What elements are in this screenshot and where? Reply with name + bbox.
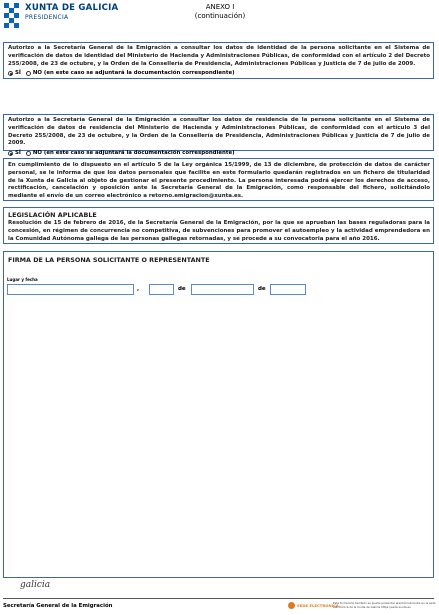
anexo-heading bbox=[180, 3, 260, 21]
page-header bbox=[0, 0, 439, 36]
radio-unchecked-icon[interactable] bbox=[26, 151, 31, 156]
identity-option-no-label: NO (en este caso se adjuntará la documentación correspondiente) bbox=[32, 70, 235, 77]
footer-divider bbox=[3, 598, 434, 599]
day-input[interactable] bbox=[149, 284, 174, 295]
de-separator-2: de bbox=[258, 286, 266, 292]
sede-electronica-label: SEDE ELECTRÓNICA bbox=[297, 603, 339, 608]
residence-option-yes[interactable] bbox=[8, 149, 21, 157]
radio-checked-icon[interactable] bbox=[8, 71, 13, 76]
identity-option-yes[interactable] bbox=[8, 69, 21, 77]
place-date-label: Lugar y fecha bbox=[7, 277, 38, 282]
residence-authorization-box bbox=[3, 114, 434, 157]
footer-org-name: Secretaría General de la Emigración bbox=[3, 603, 113, 609]
sede-electronica bbox=[288, 602, 339, 609]
month-input[interactable] bbox=[191, 284, 254, 295]
footer-note: Este formulario también se puede presentar electrónicamente en la sede electrónica de la Xunta de Galicia https://sede.xunta.es bbox=[333, 601, 436, 609]
privacy-notice-box bbox=[3, 158, 434, 201]
identity-options bbox=[4, 68, 433, 78]
legislation-title: LEGISLACIÓN APLICABLE bbox=[8, 211, 97, 219]
comma-separator: , bbox=[137, 286, 140, 292]
sede-electronica-icon bbox=[288, 602, 295, 609]
galicia-logo: galicia bbox=[20, 580, 51, 590]
anexo-title: ANEXO I bbox=[205, 3, 235, 11]
identity-authorization-text: Autorizo a la Secretaría General de la Emigración a consultar los datos de identidad de la persona solicitante en el Sistema de verificación de datos de identidad del Ministerio de Hacienda y Administraciones Públicas, de conformidad con el artículo 2 del Decreto 255/2008, de 23 de octubre, y la Orden de la Consellería de Presidencia, Administraciones Públicas y Justicia de 7 de julio de 2009. bbox=[8, 45, 430, 67]
residence-option-no[interactable] bbox=[26, 149, 235, 157]
legislation-text: Resolución de 15 de febrero de 2016, de la Secretaría General de la Emigración, por la que se aprueban las bases reguladoras para la concesión, en régimen de concurrencia no competitiva, de subvenciones para promover el autoempleo y la actividad emprendedora en la Comunidad Autónoma gallega de las personas gallegas retornadas, y se procede a su convocatoria para el año 2016. bbox=[8, 220, 430, 242]
signature-box bbox=[3, 251, 434, 578]
brand-name: XUNTA DE GALICIA bbox=[25, 3, 119, 13]
place-input[interactable] bbox=[7, 284, 134, 295]
anexo-subtitle: (continuación) bbox=[194, 12, 246, 20]
residence-option-yes-label: SÍ bbox=[15, 150, 21, 157]
residence-authorization-text: Autorizo a la Secretaría General de la Emigración a consultar los datos de residencia de la persona solicitante en el Sistema de verificación de datos de residencia del Ministerio de Hacienda y Administraciones Públicas, de conformidad con el artículo 3 del Decreto 255/2008, de 23 de octubre, y la Orden de la Consellería de Presidencia, Administraciones Públicas y Justicia de 7 de julio de 2009. bbox=[8, 117, 430, 147]
identity-authorization-box bbox=[3, 42, 434, 79]
xunta-logo-icon bbox=[4, 3, 21, 28]
legislation-box bbox=[3, 207, 434, 244]
identity-option-no[interactable] bbox=[26, 69, 235, 77]
de-separator-1: de bbox=[178, 286, 186, 292]
brand bbox=[25, 3, 118, 22]
privacy-notice-text: En cumplimiento de lo dispuesto en el artículo 5 de la Ley orgánica 15/1999, de 13 de diciembre, de protección de datos de carácter personal, se le informa de que los datos personales que facilite en este formulario quedarán registrados en un fichero de titularidad de la Xunta de Galicia al objeto de gestionar el presente procedimiento. La persona interesada podrá ejercer los derechos de acceso, rectificación, cancelación y oposición ante la Secretaría General de la Emigración, como responsable del fichero, solicitándolo mediante el envío de un correo electrónico a retorno.emigracion@xunta.es. bbox=[8, 162, 430, 200]
identity-option-yes-label: SÍ bbox=[15, 70, 21, 77]
radio-unchecked-icon[interactable] bbox=[26, 71, 31, 76]
residence-options bbox=[4, 148, 433, 158]
radio-checked-icon[interactable] bbox=[8, 151, 13, 156]
brand-sub: PRESIDENCIA bbox=[25, 14, 69, 21]
residence-option-no-label: NO (en este caso se adjuntará la documentación correspondiente) bbox=[32, 150, 235, 157]
year-input[interactable] bbox=[270, 284, 306, 295]
signature-title: FIRMA DE LA PERSONA SOLICITANTE O REPRESENTANTE bbox=[8, 256, 210, 264]
